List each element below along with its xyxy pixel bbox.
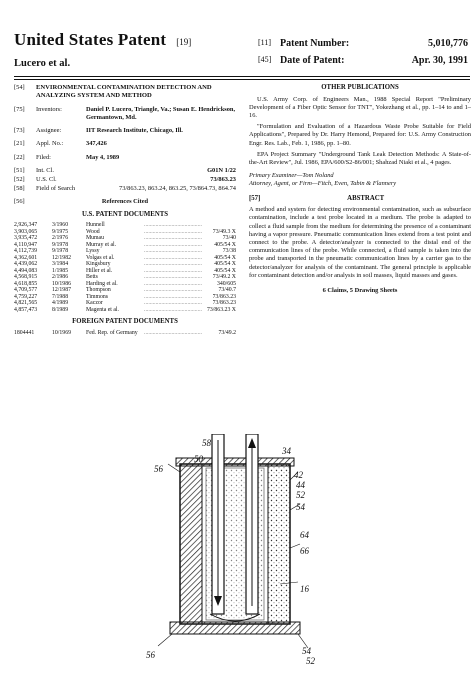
figure-ref-label: 54 — [296, 502, 305, 512]
appl-value: 347,426 — [86, 140, 107, 148]
ref-author: Fed. Rep. of Germany — [86, 329, 138, 336]
ref-class: 405/54 X — [214, 254, 236, 261]
ref-number: 4,439,062 — [14, 261, 38, 268]
figure-ref-label: 56 — [146, 650, 155, 660]
ref-date: 2/1976 — [52, 235, 69, 242]
inventors-label: Inventors: — [36, 105, 62, 113]
figure-ref-label: 44 — [296, 480, 305, 490]
search-value: 73/863.23, 863.24, 863.25, 73/864.73, 864.74 — [119, 185, 236, 193]
ref-date: 3/1960 — [52, 222, 69, 229]
figure-ref-label: 52 — [296, 490, 305, 500]
uscl-value: 73/863.23 — [210, 176, 236, 183]
title-field — [14, 84, 236, 101]
ref-date: 2/1986 — [52, 274, 69, 281]
ref-date: 12/1987 — [52, 287, 72, 294]
ref-author: Wood — [86, 228, 100, 235]
assignee-label: Assignee: — [36, 127, 62, 135]
patent-number-code: [11] — [258, 38, 272, 47]
abstract-heading: ABSTRACT — [347, 194, 385, 202]
publication-entry: EPA Project Summary "Underground Tank Leak Detection Methods: A State-of-the-Art Review", Jul. 1986, EPA/600/S2-86/001; Shahzad Niaki et al., 4 pages. — [249, 150, 471, 166]
abstract-heading-row — [249, 195, 471, 204]
foreign-refs-table — [14, 330, 236, 336]
ref-number: 4,759,227 — [14, 293, 38, 300]
figure-ref-label: 42 — [294, 470, 303, 480]
ref-class: 73/49.3 X — [212, 228, 236, 235]
header-rule-bottom — [14, 79, 470, 80]
ref-author: Hiller et al. — [86, 267, 113, 274]
abstract-text: A method and system for detecting environmental contamination, such as subsurface contamination, include a test probe located in a medium. The probe is adapted to collect a fluid sample from the medium for determining the presence of a contaminant having a vapor pressure. Pneumatic communication lines extend from a test point and connect to the probe. A detector/analyzer is connected to the distal end of the communication lines of the probe. While connected, a fluid sample is taken into the probe and transported in the pneumatic communication lines by a carrier gas to the detector/analyzer for analysis of the contaminant. The general principle is applicable for contaminant detection and/or analysis in soil masses, liquid masses and gases. — [249, 206, 471, 279]
uscl-code: [52] — [14, 176, 25, 183]
ref-author: Thompson — [86, 287, 111, 294]
ref-leader: ........................................ — [144, 248, 202, 255]
figure-ref-label: 50 — [194, 454, 203, 464]
ref-leader: ........................................ — [144, 293, 202, 300]
header-right — [258, 38, 468, 72]
ref-date: 1/1985 — [52, 267, 69, 274]
ref-number: 4,618,855 — [14, 280, 38, 287]
figure-ref-label: 16 — [300, 584, 309, 594]
claims-line: 6 Claims, 5 Drawing Sheets — [322, 286, 398, 294]
filed-code: [22] — [14, 153, 25, 161]
ref-date: 9/1978 — [52, 241, 69, 248]
ref-date: 10/1986 — [52, 280, 72, 287]
ref-author: Harding et al. — [86, 280, 118, 287]
ref-leader: ........................................ — [144, 300, 202, 307]
filed-value: May 4, 1989 — [86, 153, 120, 161]
ref-author: Kaczor — [86, 300, 103, 307]
ref-number: 3,935,472 — [14, 235, 38, 242]
ref-leader: ........................................ — [144, 254, 202, 261]
ref-author: Betts — [86, 274, 98, 281]
ref-number: 3,903,065 — [14, 228, 38, 235]
ref-date: 7/1988 — [52, 293, 69, 300]
filed-label: Filed: — [36, 153, 51, 161]
patent-number-label: Patent Number: — [280, 38, 350, 49]
intcl-field — [14, 167, 236, 175]
ref-number: 4,494,083 — [14, 267, 38, 274]
patent-date-code: [45] — [258, 55, 272, 64]
ref-author: Hunnell — [86, 222, 105, 229]
header-left — [14, 30, 191, 69]
abstract-code: [57] — [249, 194, 261, 202]
ref-leader: ........................................ — [144, 228, 202, 235]
ref-author: Murray et al. — [86, 241, 117, 248]
patent-date-label: Date of Patent: — [280, 55, 345, 66]
ref-date: 9/1975 — [52, 228, 69, 235]
ref-class: 405/54 X — [214, 261, 236, 268]
ref-date: 3/1984 — [52, 261, 69, 268]
ref-class: 405/54 X — [214, 267, 236, 274]
us-ref-row — [14, 307, 236, 313]
appl-code: [21] — [14, 140, 25, 148]
title-code: [19] — [176, 37, 192, 47]
assignee-code: [73] — [14, 127, 25, 135]
figure-ref-label: 34 — [282, 446, 291, 456]
patent-office-title: United States Patent — [14, 30, 167, 49]
ref-number: 4,568,915 — [14, 274, 38, 281]
patent-date-value: Apr. 30, 1991 — [411, 55, 468, 66]
ref-number: 4,709,577 — [14, 287, 38, 294]
figure-ref-label: 58 — [202, 438, 211, 448]
ref-class: 73/863.23 — [212, 300, 236, 307]
figure-ref-label: 54 — [302, 646, 311, 656]
publications-list — [249, 96, 471, 168]
ref-date: 8/1989 — [52, 306, 69, 313]
intcl-code: [51] — [14, 166, 25, 174]
ref-date: 9/1978 — [52, 248, 69, 255]
ref-leader: ........................................ — [144, 274, 202, 281]
search-field — [14, 185, 236, 193]
refs-code: [56] — [14, 198, 25, 206]
ref-number: 2,926,347 — [14, 222, 38, 229]
inventors-field — [14, 106, 236, 122]
patent-number-value: 5,010,776 — [428, 38, 468, 49]
ref-author: Timmons — [86, 293, 109, 300]
ref-author: Volgas et al. — [86, 254, 115, 261]
title-field-code: [54] — [14, 84, 25, 91]
probe-right-wall — [268, 464, 290, 624]
us-refs-table — [14, 222, 236, 313]
intcl-value: G01N 1/22 — [207, 166, 236, 174]
patent-date-row — [258, 55, 468, 66]
inventors-value: Daniel P. Lucero, Triangle, Va.; Susan E. Hendrickson, Germantown, Md. — [86, 105, 236, 122]
probe-drawing — [110, 434, 360, 684]
ref-leader: ........................................ — [144, 235, 202, 242]
ref-leader: ........................................ — [144, 287, 202, 294]
appl-label: Appl. No.: — [36, 140, 64, 148]
us-docs-heading: U.S. PATENT DOCUMENTS — [81, 210, 169, 218]
figure-ref-label: 66 — [300, 546, 309, 556]
filed-field — [14, 154, 236, 162]
probe-left-wall — [180, 464, 202, 624]
probe-base — [170, 622, 300, 634]
ref-leader: ........................................ — [144, 329, 202, 336]
publication-entry: "Formulation and Evaluation of a Hazardous Waste Probe Suitable for Field Applications", Prepared by Dr. Harry Hemond, Prepared for: U.S. Army Construction Engr. Res. Lab., Feb. 1, 1986, pp. 1–80. — [249, 123, 471, 147]
ref-number: 4,362,601 — [14, 254, 38, 261]
ref-date: 10/1969 — [52, 329, 72, 336]
assignee-field — [14, 127, 236, 135]
publication-entry: U.S. Army Corp. of Engineers Man., 1988 Special Report "Preliminary Development of a Fiber Optic Sensor for TNT", Yokezhang et al., pp. 1–14 to and 1–16. — [249, 95, 471, 120]
ref-leader: ........................................ — [144, 267, 202, 274]
patent-number-row — [258, 38, 468, 49]
uscl-label: U.S. Cl. — [36, 176, 57, 183]
ref-class: 73/49.2 — [218, 329, 236, 336]
ref-number: 4,112,739 — [14, 248, 37, 255]
appl-field — [14, 140, 236, 148]
ref-class: 73/863.23 — [212, 293, 236, 300]
ref-author: Lyssy — [86, 248, 100, 255]
ref-date: 4/1989 — [52, 300, 69, 307]
inventor-short: Lucero et al. — [14, 58, 71, 69]
header-rule-top — [14, 76, 470, 77]
ref-leader: ........................................ — [144, 306, 202, 313]
ref-class: 340/605 — [216, 280, 236, 287]
other-publications-heading: OTHER PUBLICATIONS — [321, 84, 399, 91]
ref-leader: ........................................ — [144, 241, 202, 248]
ref-author: Magenta et al. — [86, 306, 119, 313]
foreign-ref-row — [14, 330, 236, 336]
search-code: [58] — [14, 185, 25, 193]
right-column — [249, 84, 471, 295]
refs-heading: References Cited — [101, 198, 149, 206]
attorney-agent: Attorney, Agent, or Firm—Fitch, Even, Tabin & Flannery — [249, 180, 397, 188]
ref-leader: ........................................ — [144, 222, 202, 229]
inventors-code: [75] — [14, 105, 25, 113]
figure-ref-label: 56 — [154, 464, 163, 474]
ref-date: 12/1982 — [52, 254, 72, 261]
ref-class: 73/40.7 — [218, 287, 236, 294]
ref-leader: ........................................ — [144, 280, 202, 287]
ref-class: 73/40 — [222, 235, 236, 242]
ref-class: 405/54 X — [214, 241, 236, 248]
ref-number: 4,110,947 — [14, 241, 37, 248]
search-label: Field of Search — [36, 185, 76, 193]
ref-author: Kingsbury — [86, 261, 111, 268]
refs-heading-row — [14, 198, 236, 206]
uscl-field — [14, 176, 236, 184]
assignee-value: IIT Research Institute, Chicago, Ill. — [86, 127, 183, 135]
ref-author: Mumau — [86, 235, 105, 242]
foreign-docs-heading: FOREIGN PATENT DOCUMENTS — [72, 318, 178, 326]
ref-number: 4,857,473 — [14, 306, 38, 313]
figure-ref-label: 52 — [306, 656, 315, 666]
ref-number: 1804441 — [14, 329, 35, 336]
primary-examiner: Primary Examiner—Tom Noland — [249, 172, 334, 180]
ref-number: 4,821,565 — [14, 300, 38, 307]
invention-title: ENVIRONMENTAL CONTAMINATION DETECTION AND ANALYZING SYSTEM AND METHOD — [36, 84, 212, 100]
ref-class: 73/38 — [222, 248, 236, 255]
ref-class: 73/863.23 X — [207, 306, 236, 313]
intcl-label: Int. Cl. — [36, 166, 54, 174]
figure-ref-label: 64 — [300, 530, 309, 540]
ref-class: 73/49.2 X — [212, 274, 236, 281]
left-column — [14, 84, 236, 336]
ref-leader: ........................................ — [144, 261, 202, 268]
